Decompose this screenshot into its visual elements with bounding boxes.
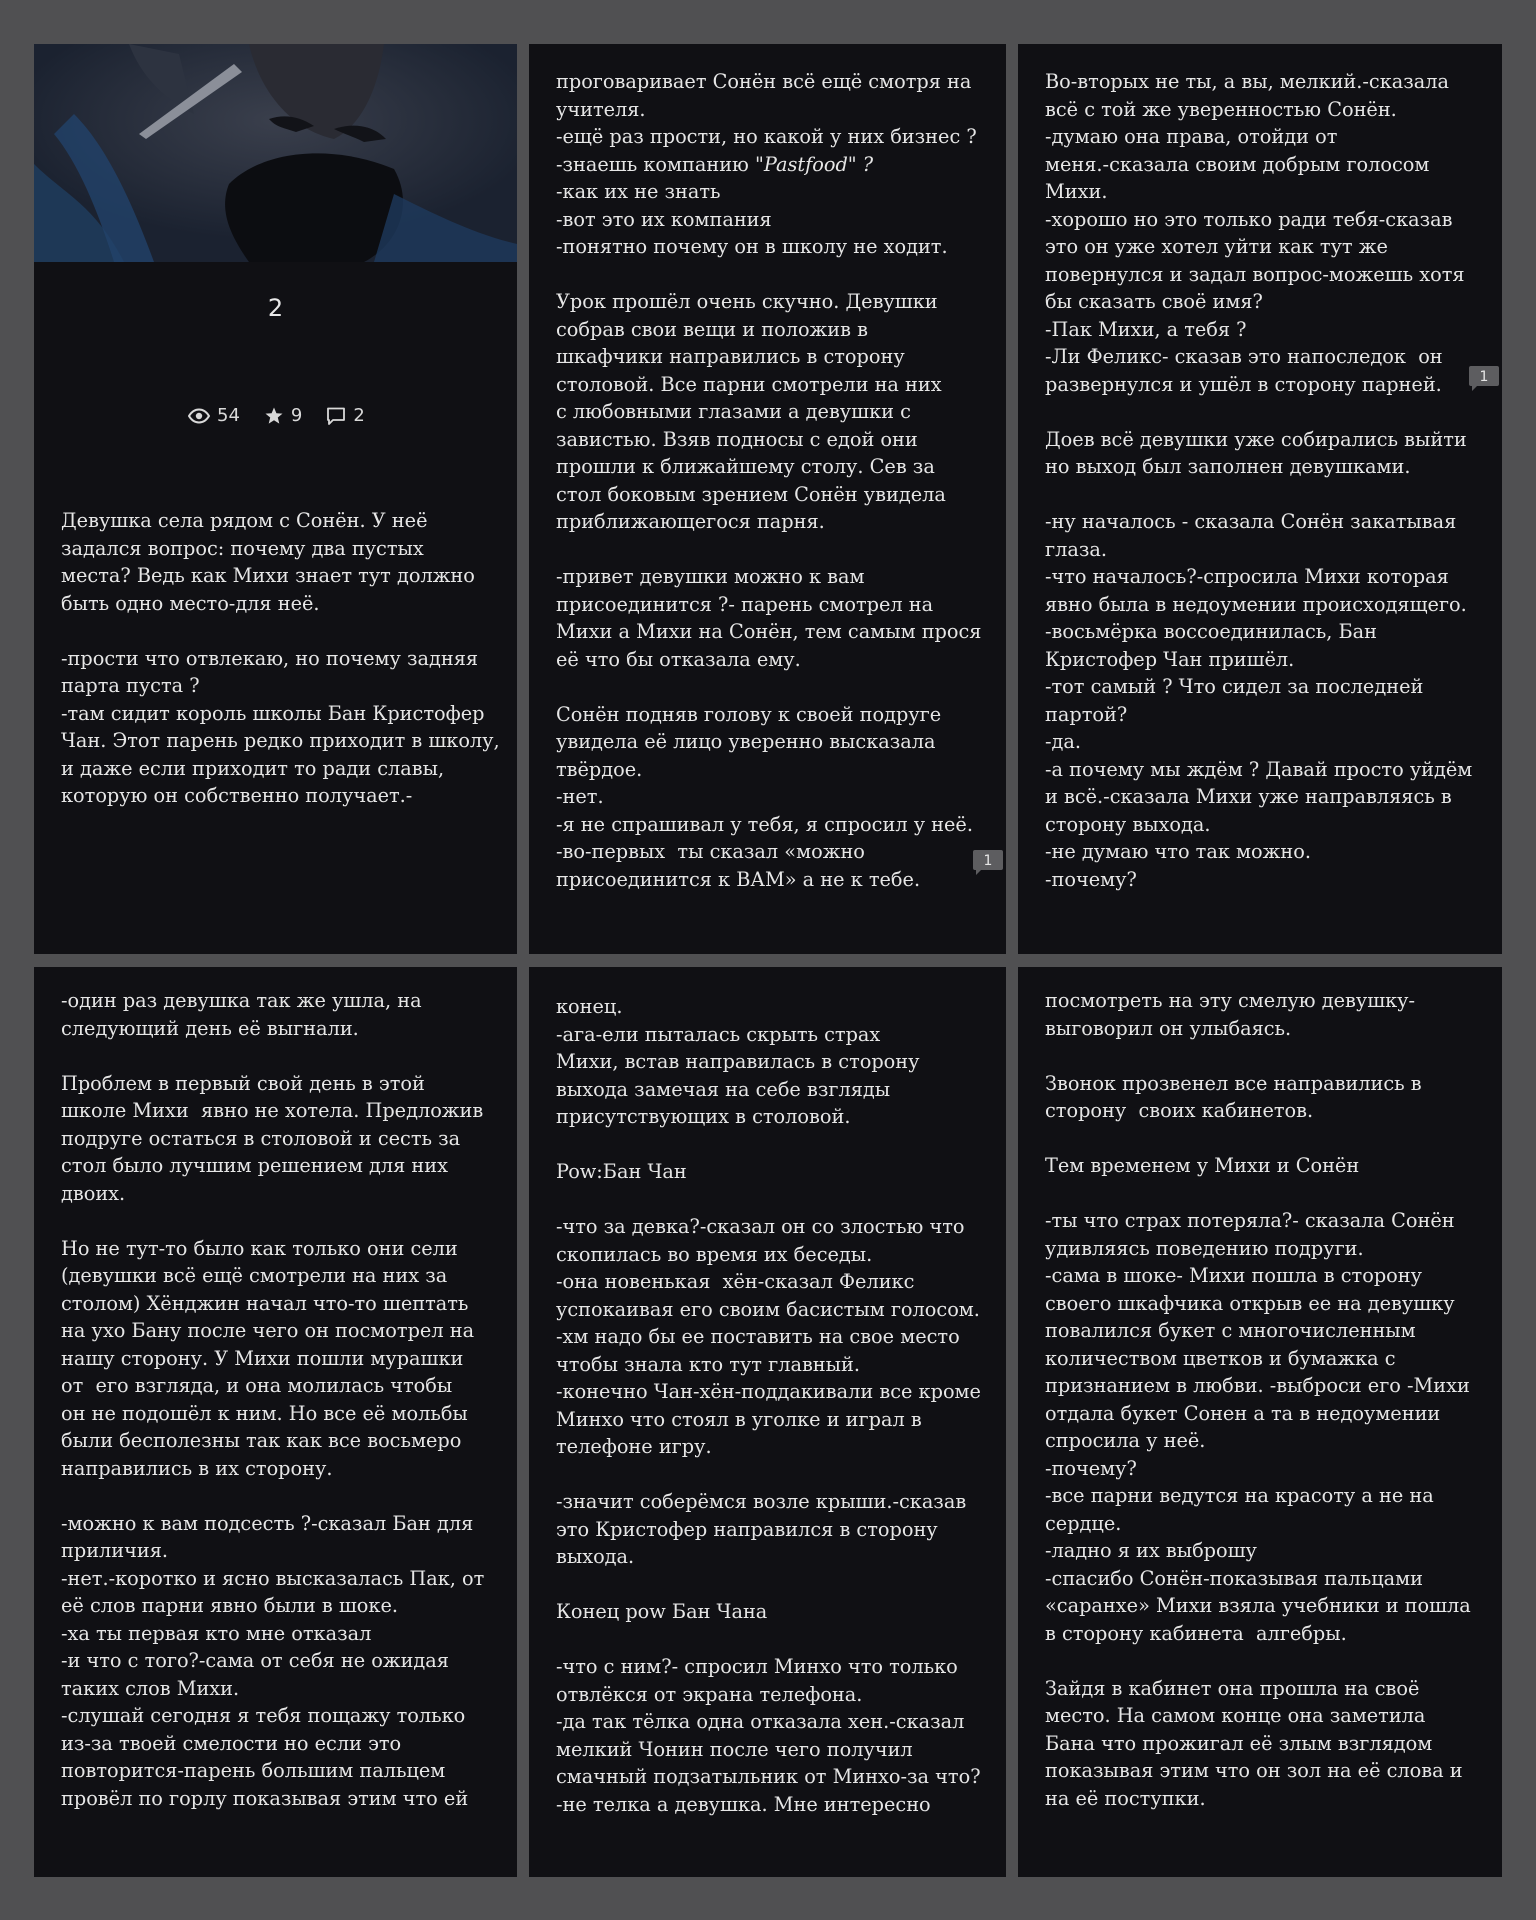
comment-icon <box>326 406 346 426</box>
page-panel-2 <box>529 44 1006 954</box>
page-panel-4 <box>34 967 517 1877</box>
comments-stat <box>326 405 364 426</box>
views-count: 54 <box>217 405 240 426</box>
story-text-2 <box>556 68 990 893</box>
story-text-5: конец. -ага-ели пыталась скрыть страх Михи, встав направилась в сторону выхода замечая на себе взгляды присутствующих в столовой. Pow:Бан Чан -что за девка?-сказал он со злостью что скопилась во время их беседы. -она новенькая хён-сказал Феликс успокаивая его своим басистым голосом. -хм надо бы ее поставить на свое место чтобы знала кто тут главный. -конечно Чан-хён-поддакивали все кроме Минхо что стоял в уголке и играл в телефоне игру. -значит соберёмся возле крыши.-сказав это Кристофер направился в сторону выхода. Конец pow Бан Чана -что с ним?- спросил Минхо что только отвлёкся от экрана телефона. -да так тёлка одна отказала хен.-сказал мелкий Чонин после чего получил смачный подзатыльник от Минхо-за что? -не телка а девушка. Мне интересно <box>556 995 981 1816</box>
paragraph-comment-badge-2[interactable] <box>1469 366 1499 392</box>
likes-count: 9 <box>290 405 303 426</box>
story-text-1: Девушка села рядом с Сонён. У неё задался вопрос: почему два пустых места? Ведь как Михи знает тут должно быть одно место-для неё. -прости что отвлекаю, но почему задняя парта пуста ? -там сидит король школы Бан Кристофер Чан. Этот парень редко приходит в школу, и даже если приходит то ради славы, которую он собственно получает.- <box>61 509 500 807</box>
chapter-cover-image <box>34 44 517 262</box>
chapter-stats <box>188 405 365 426</box>
comments-count: 2 <box>353 405 365 426</box>
story-text-2-italic: Pastfood" ? <box>763 152 874 176</box>
page-panel-6 <box>1018 967 1502 1877</box>
views-stat <box>188 405 240 426</box>
page-panel-3 <box>1018 44 1502 954</box>
chapter-title: 2 <box>267 294 284 322</box>
story-text-6: посмотреть на эту смелую девушку- выговорил он улыбаясь. Звонок прозвенел все направились в сторону своих кабинетов. Тем временем у Михи и Сонён -ты что страх потеряла?- сказала Сонён удивляясь поведению подруги. -сама в шоке- Михи пошла в сторону своего шкафчика открыв ее на девушку повалился букет с многочисленным количеством цветков и бумажка с признанием в любви. -выброси его -Михи отдала букет Сонен а та в недоумении спросила у неё. -почему? -все парни ведутся на красоту а не на сердце. -ладно я их выброшу -спасибо Сонён-показывая пальцами «саранхе» Михи взяла учебники и пошла в сторону кабинета алгебры. Зайдя в кабинет она прошла на своё место. На самом конце она заметила Бана что прожигал её злым взглядом показывая этим что он зол на её слова и на её поступки. <box>1045 989 1471 1810</box>
star-icon <box>264 406 284 426</box>
eye-icon <box>188 408 210 424</box>
likes-stat <box>264 405 302 426</box>
page-panel-5 <box>529 967 1006 1877</box>
story-text-2-before: проговаривает Сонён всё ещё смотря на учителя. -ещё раз прости, но какой у них бизнес ? -знаешь компанию " <box>556 70 977 176</box>
story-text-3: Во-вторых не ты, а вы, мелкий.-сказала всё с той же уверенностью Сонён. -думаю она права, отойди от меня.-сказала своим добрым голосом Михи. -хорошо но это только ради тебя-сказав это он уже хотел уйти как тут же повернулся и задал вопрос-можешь хотя бы сказать своё имя? -Пак Михи, а тебя ? -Ли Феликс- сказав это напоследок он развернулся и ушёл в сторону парней. Доев всё девушки уже собирались выйти но выход был заполнен девушками. -ну началось - сказала Сонён закатывая глаза. -что началось?-спросила Михи которая явно была в недоумении происходящего. -восьмёрка воссоединилась, Бан Кристофер Чан пришёл. -тот самый ? Что сидел за последней партой? -да. -а почему мы ждём ? Давай просто уйдём и всё.-сказала Михи уже направляясь в сторону выхода. -не думаю что так можно. -почему? <box>1045 70 1473 891</box>
story-text-2-after: -как их не знать -вот это их компания -понятно почему он в школу не ходит. Урок прошёл очень скучно. Девушки собрав свои вещи и положив в шкафчики направились в сторону столовой. Все парни смотрели на них с любовными глазами а девушки с завистью. Взяв подносы с едой они прошли к ближайшему столу. Сев за стол боковым зрением Сонён увидела приближающегося парня. -привет девушки можно к вам присоединится ?- парень смотрел на Михи а Михи на Сонён, тем самым прося её что бы отказала ему. Сонён подняв голову к своей подруге увидела её лицо уверенно высказала твёрдое. -нет. -я не спрашивал у тебя, я спросил у неё. -во-первых ты сказал «можно присоединится к ВАМ» а не к тебе. <box>556 180 982 891</box>
paragraph-comment-badge-1[interactable] <box>973 850 1003 876</box>
badge-count: 1 <box>983 853 993 869</box>
page-panel-1 <box>34 44 517 954</box>
badge-count: 1 <box>1479 369 1489 385</box>
story-text-4: -один раз девушка так же ушла, на следующий день её выгнали. Проблем в первый свой день в этой школе Михи явно не хотела. Предложив подруге остаться в столовой и сесть за стол было лучшим решением для них двоих. Но не тут-то было как только они сели (девушки всё ещё смотрели на них за столом) Хёнджин начал что-то шептать на ухо Бану после чего он посмотрел на нашу сторону. У Михи пошли мурашки от его взгляда, и она молилась чтобы он не подошёл к ним. Но все её мольбы были бесполезны так как все восьмеро направились в их сторону. -можно к вам подсесть ?-сказал Бан для приличия. -нет.-коротко и ясно высказалась Пак, от её слов парни явно были в шоке. -ха ты первая кто мне отказал -и что с того?-сама от себя не ожидая таких слов Михи. -слушай сегодня я тебя пощажу только из-за твоей смелости но если это повторится-парень большим пальцем провёл по горлу показывая этим что ей <box>61 989 485 1810</box>
